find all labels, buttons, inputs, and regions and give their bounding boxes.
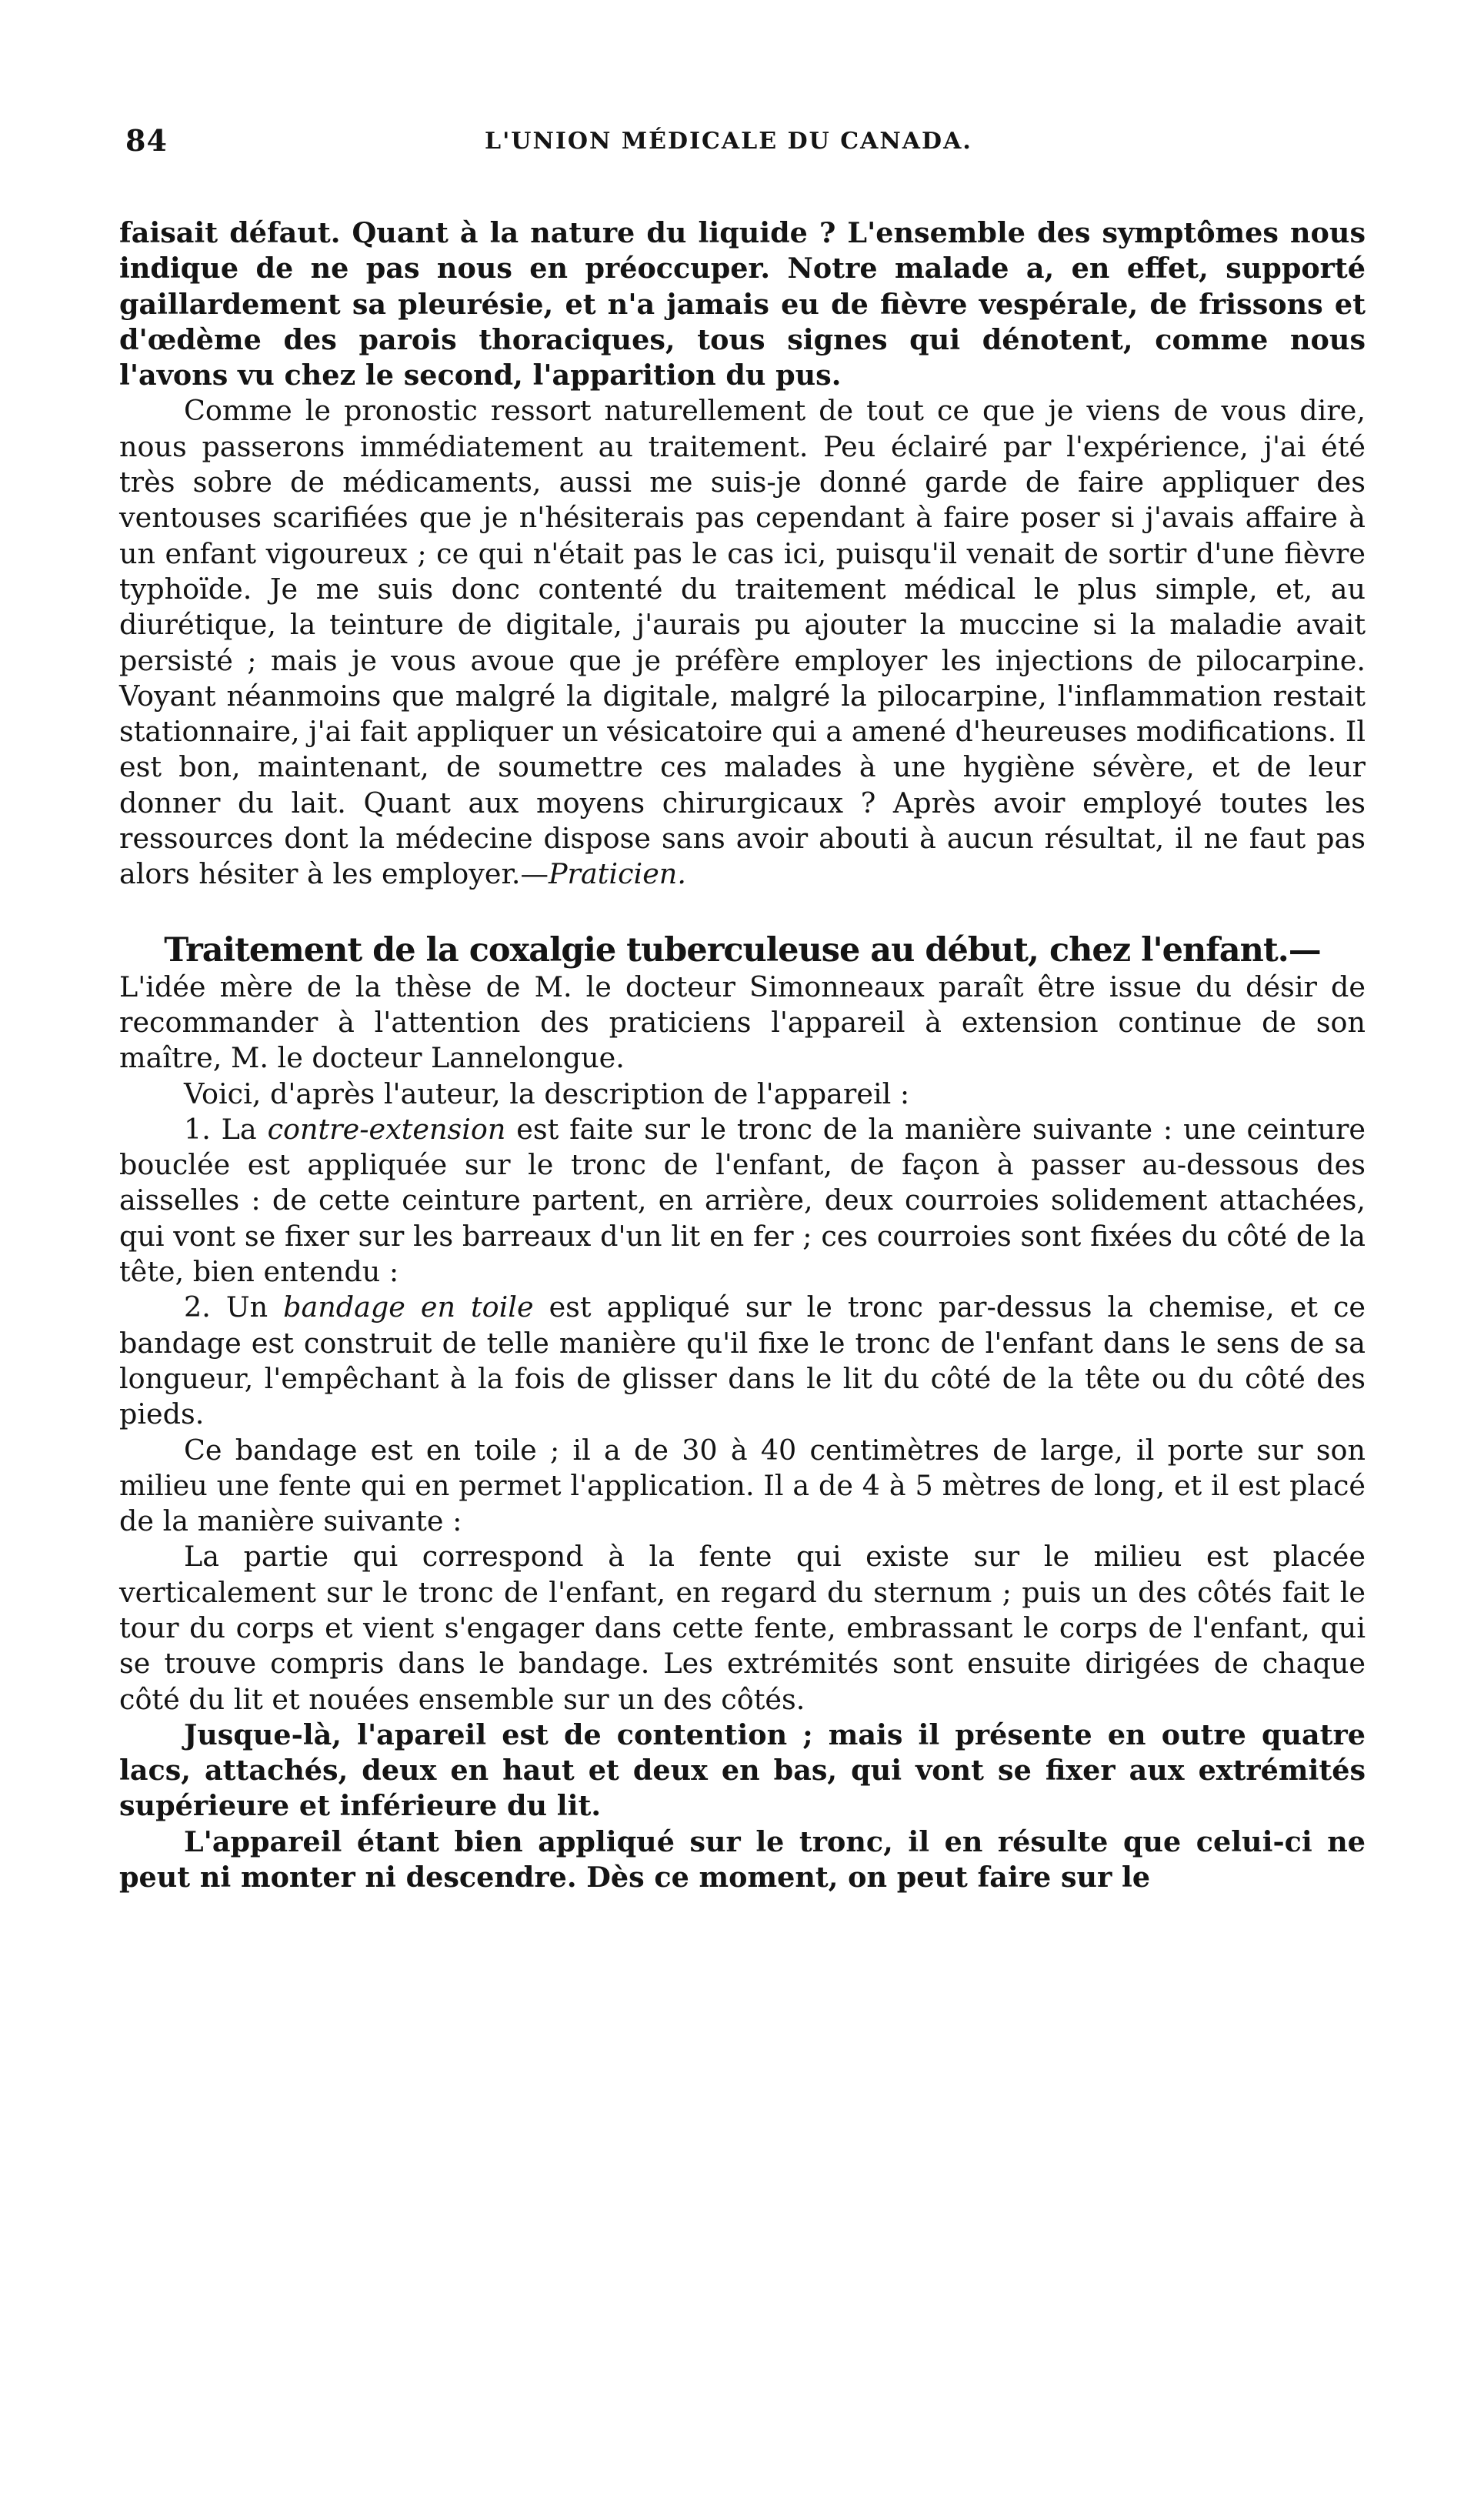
item-term: contre-extension [267, 1112, 506, 1146]
paragraph-pleurisy-summary [119, 215, 1366, 393]
paragraph-jusque [119, 1718, 1366, 1824]
paragraph-bandage-size [119, 1433, 1366, 1540]
list-item-contre-extension [119, 1112, 1366, 1290]
book-page [119, 123, 1366, 1895]
item-term: bandage en toile [283, 1290, 534, 1324]
paragraph-appareil [119, 1824, 1366, 1896]
list-item-bandage [119, 1290, 1366, 1432]
item-text: est appliqué sur le tronc par-dessus la chemise, et ce bandage est construit de telle manière qu'il fixe le tronc de l'enfant dans le sens de sa longueur, l'empêchant à la fois de glisser dans le lit du côté de la tête ou du côté des pieds. [119, 1290, 1366, 1431]
paragraph-text: faisait défaut. Quant à la nature du liquide ? L'ensemble des symptômes nous indique de ne pas nous en préoccuper. Notre malade a, en effet, supporté gaillardement sa pleurésie, et n'a jamais eu de fièvre vespérale, de frissons et d'œdème des parois thoraciques, tous signes qui dénotent, comme nous l'avons vu chez le second, l'apparition du pus. [119, 216, 1366, 392]
paragraph-partie [119, 1539, 1366, 1717]
paragraph-text: Voici, d'après l'auteur, la description de l'appareil : [184, 1077, 910, 1110]
item-number: 1. La [184, 1112, 257, 1146]
item-number: 2. Un [184, 1290, 268, 1324]
journal-title: L'UNION MÉDICALE DU CANADA. [485, 128, 972, 155]
paragraph-text: Comme le pronostic ressort naturellement de tout ce que je viens de vous dire, nous passerons immédiatement au traitement. Peu éclairé par l'expérience, j'ai été très sobre de médicaments, aussi me suis-je donné garde de faire appliquer des ventouses scarifiées que je n'hésiterais pas cependant à faire poser si j'avais affaire à un enfant vigoureux ; ce qui n'était pas le cas ici, puisqu'il venait de sortir d'une fièvre typhoïde. Je me suis donc contenté du traitement médical le plus simple, et, au diurétique, la teinture de digitale, j'aurais pu ajouter la muccine si la maladie avait persisté ; mais je vous avoue que je préfère employer les injections de pilocarpine. Voyant néanmoins que malgré la digitale, malgré la pilocarpine, l'inflammation restait stationnaire, j'ai fait appliquer un vésicatoire qui a amené d'heureuses modifications. Il est bon, maintenant, de soumettre ces malades à une hygiène sévère, et de leur donner du lait. Quant aux moyens chirurgicaux ? Après avoir employé toutes les ressources dont la médecine dispose sans avoir abouti à aucun résultat, il ne faut pas alors hésiter à les employer.— [119, 394, 1366, 891]
paragraph-text: Jusque-là, l'apareil est de contention ; mais il présente en outre quatre lacs, attachés, deux en haut et deux en bas, qui vont se fixer aux extrémités supérieure et inférieure du lit. [119, 1718, 1366, 1823]
article-coxalgie [119, 931, 1366, 1896]
paragraph-intro [119, 970, 1366, 1077]
author-signature: Praticien. [548, 857, 686, 891]
paragraph-text: L'idée mère de la thèse de M. le docteur Simonneaux paraît être issue du désir de recommander à l'attention des praticiens l'appareil à extension continue de son maître, M. le docteur Lannelongue. [119, 970, 1366, 1075]
paragraph-text: Ce bandage est en toile ; il a de 30 à 40 centimètres de large, il porte sur son milieu une fente qui en permet l'application. Il a de 4 à 5 mètres de long, et il est placé de la manière suivante : [119, 1433, 1366, 1538]
running-head [119, 123, 1366, 169]
paragraph-treatment [119, 393, 1366, 892]
paragraph-text: L'appareil étant bien appliqué sur le tronc, il en résulte que celui-ci ne peut ni monter ni descendre. Dès ce moment, on peut faire sur le [119, 1824, 1366, 1894]
article-heading: Traitement de la coxalgie tuberculeuse au début, chez l'enfant.— [164, 930, 1321, 970]
paragraph-text: La partie qui correspond à la fente qui existe sur le milieu est placée verticalement sur le tronc de l'enfant, en regard du sternum ; puis un des côtés fait le tour du corps et vient s'engager dans cette fente, embrassant le corps de l'enfant, qui se trouve compris dans le bandage. Les extrémités sont ensuite dirigées de chaque côté du lit et nouées ensemble sur un des côtés. [119, 1540, 1366, 1716]
item-text: est faite sur le tronc de la manière suivante : une ceinture bouclée est appliquée sur le tronc de l'enfant, de façon à passer au-dessous des aisselles : de cette ceinture partent, en arrière, deux courroies solidement attachées, qui vont se fixer sur les barreaux d'un lit en fer ; ces courroies sont fixées du côté de la tête, bien entendu : [119, 1112, 1366, 1289]
paragraph-voici [119, 1077, 1366, 1112]
page-number: 84 [125, 123, 168, 158]
